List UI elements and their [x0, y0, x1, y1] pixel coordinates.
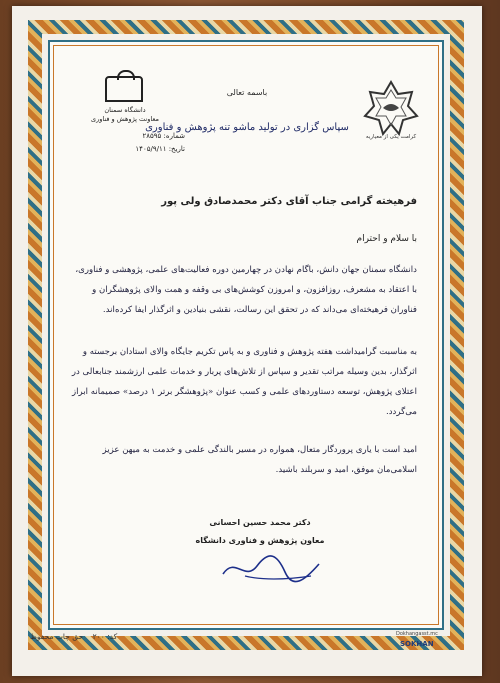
number-value: ۲۸۵۹۵ [142, 132, 162, 140]
date-row [75, 143, 185, 156]
logo-subtitle: کرامت یکی از معیاریه [365, 134, 417, 140]
publisher-site: Dokhangasst.mc [396, 631, 438, 637]
publisher-brand: SOKHAN [400, 640, 434, 648]
basmala: باسمه تعالی [226, 88, 268, 97]
university-name-text: دانشگاه سمنان [104, 106, 146, 114]
footer-rights-text: حق چاپ محفوظ [30, 632, 84, 641]
footer-code [30, 632, 190, 641]
registration-info [75, 130, 185, 155]
number-label: شماره: [163, 132, 185, 140]
signer-title: معاون پژوهش و فناوری دانشگاه [195, 536, 325, 545]
footer-code-text: کد: ۲۰۰ [92, 632, 118, 641]
research-week-logo-icon [361, 78, 421, 138]
signer-name: دکتر محمد حسین احسانی [209, 518, 311, 527]
body-paragraph-2: به مناسبت گرامیداشت هفته پژوهش و فناوری و به پاس تکریم جایگاه والای استادان برجسته و اثرگذار، بدین وسیله مراتب تقدیر و سپاس از تلاش‌های پربار و خدمات علمی ارزشمند جنابعالی در اعتلای پژوهش، توسعه دستاوردهای علمی و کسب عنوان «پژوهشگر برتر ۱ درصد» صمیمانه ابراز می‌گردد. [71, 347, 417, 417]
body-paragraph-1: دانشگاه سمنان جهان دانش، باگام نهادن در چهارمین دوره فعالیت‌های علمی، پژوهشی و فناوری، با اعتقاد به مشعرف، روزافزون، و امروزن کوشش‌های بی وقفه و همت والای پژوهشگران و فناوران فرهیخته‌ای می‌داند که در تحقق این رسالت، نقشی بنیادین و اثرگذار ایفا کرده‌اند. [75, 265, 417, 315]
body-paragraph-3: امید است با یاری پروردگار متعال، همواره در مسیر بالندگی علمی و خدمت به میهن عزیز اسلامی‌مان موفق، امید و سربلند باشید. [102, 445, 417, 475]
date-value: ۱۴۰۵/۹/۱۱ [135, 144, 167, 153]
certificate-content [55, 46, 439, 626]
recipient-line: فرهیخته گرامی جناب آقای دکتر محمدصادق ولی پور [161, 196, 417, 207]
page-title: سپاس گزاری در تولید ماشو تنه پژوهش و فناوری [145, 122, 349, 133]
signature-icon [215, 546, 325, 586]
date-label: تاریخ: [168, 144, 185, 153]
greeting: با سلام و احترام [356, 234, 417, 244]
university-sub-text: معاونت پژوهش و فناوری [91, 115, 159, 124]
